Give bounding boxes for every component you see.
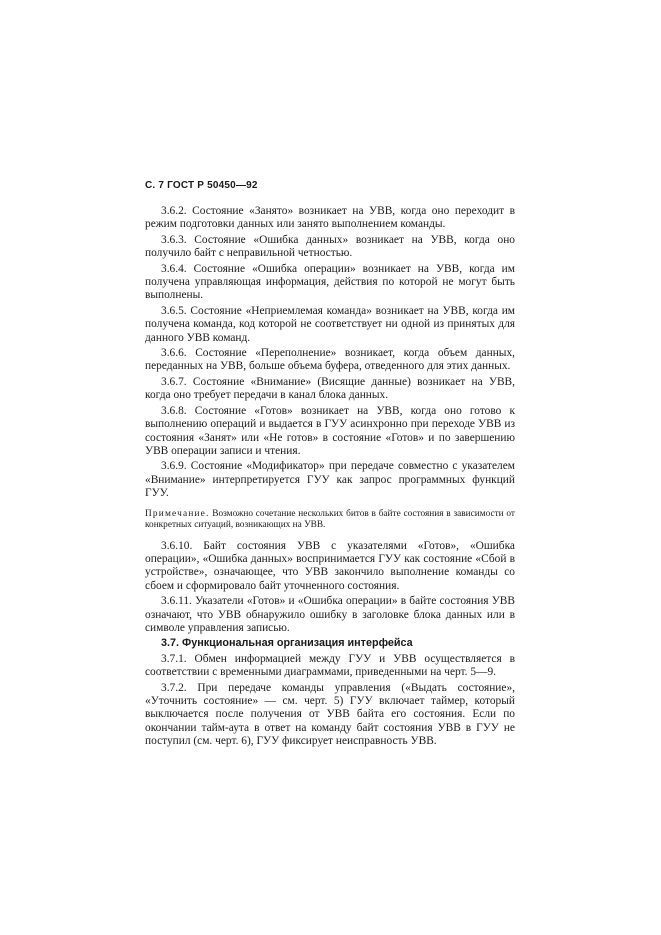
paragraph-3-7-1: 3.7.1. Обмен информацией между ГУУ и УВВ осуществляется в соответствии с временными диаграммами, приведенными на черт. 5—9. (145, 652, 515, 679)
paragraph-3-6-9: 3.6.9. Состояние «Модификатор» при передаче совместно с указателем «Внимание» интерпретируется ГУУ как запрос программных функций ГУУ. (145, 460, 515, 500)
page-header: С. 7 ГОСТ Р 50450—92 (145, 180, 258, 191)
note-text: Возможно сочетание нескольких битов в байте состояния в зависимости от конкретных ситуаций, возникающих на УВВ. (145, 508, 515, 531)
note-label: Примечание. (145, 508, 210, 519)
paragraph-3-6-10: 3.6.10. Байт состояния УВВ с указателями «Готов», «Ошибка операции», «Ошибка данных» воспринимается ГУУ как состояние «Сбой в устройстве», означающее, что УВВ закончило выполнение команды со сбоем и сформировало байт уточненного состояния. (145, 539, 515, 592)
paragraph-3-6-2: 3.6.2. Состояние «Занято» возникает на УВВ, когда оно переходит в режим подготовки данных или занято выполнением команды. (145, 205, 515, 231)
note (145, 509, 515, 532)
body-text (145, 205, 515, 751)
section-heading: 3.7. Функциональная организация интерфейса (161, 637, 413, 650)
paragraph-3-6-4: 3.6.4. Состояние «Ошибка операции» возникает на УВВ, когда им получена управляющая информация, действия по которой не могут быть выполнены. (145, 262, 515, 302)
paragraph-3-6-3: 3.6.3. Состояние «Ошибка данных» возникает на УВВ, когда оно получило байт с неправильной четностью. (145, 233, 515, 260)
paragraph-3-6-5: 3.6.5. Состояние «Неприемлемая команда» возникает на УВВ, когда им получена команда, код которой не соответствует ни одной из принятых для данного УВВ команд. (145, 304, 515, 344)
paragraph-3-6-8: 3.6.8. Состояние «Готов» возникает на УВВ, когда оно готово к выполнению операций и выдается в ГУУ асинхронно при переходе УВВ из состояния «Занят» или «Не готов» в состояние «Готов» и по завершению УВВ операции записи и чтения. (145, 404, 515, 457)
paragraph-3-6-6: 3.6.6. Состояние «Переполнение» возникает, когда объем данных, переданных на УВВ, больше объема буфера, отведенного для этих данных. (145, 347, 515, 373)
paragraph-3-7-2: 3.7.2. При передаче команды управления («Выдать состояние», «Уточнить состояние» — см. черт. 5) ГУУ включает таймер, который выключается после получения от УВВ байта его состояния. Если по окончании тайм-аута в ответ на команду байт состояния УВВ в ГУУ не поступил (см. черт. 6), ГУУ фиксирует неисправность УВВ. (145, 681, 515, 748)
paragraph-3-6-7: 3.6.7. Состояние «Внимание» (Висящие данные) возникает на УВВ, когда оно требует передачи в канал блока данных. (145, 375, 515, 402)
paragraph-3-6-11: 3.6.11. Указатели «Готов» и «Ошибка операции» в байте состояния УВВ означают, что УВВ обнаружило ошибку в заголовке блока данных или в символе управления записью. (145, 595, 515, 634)
